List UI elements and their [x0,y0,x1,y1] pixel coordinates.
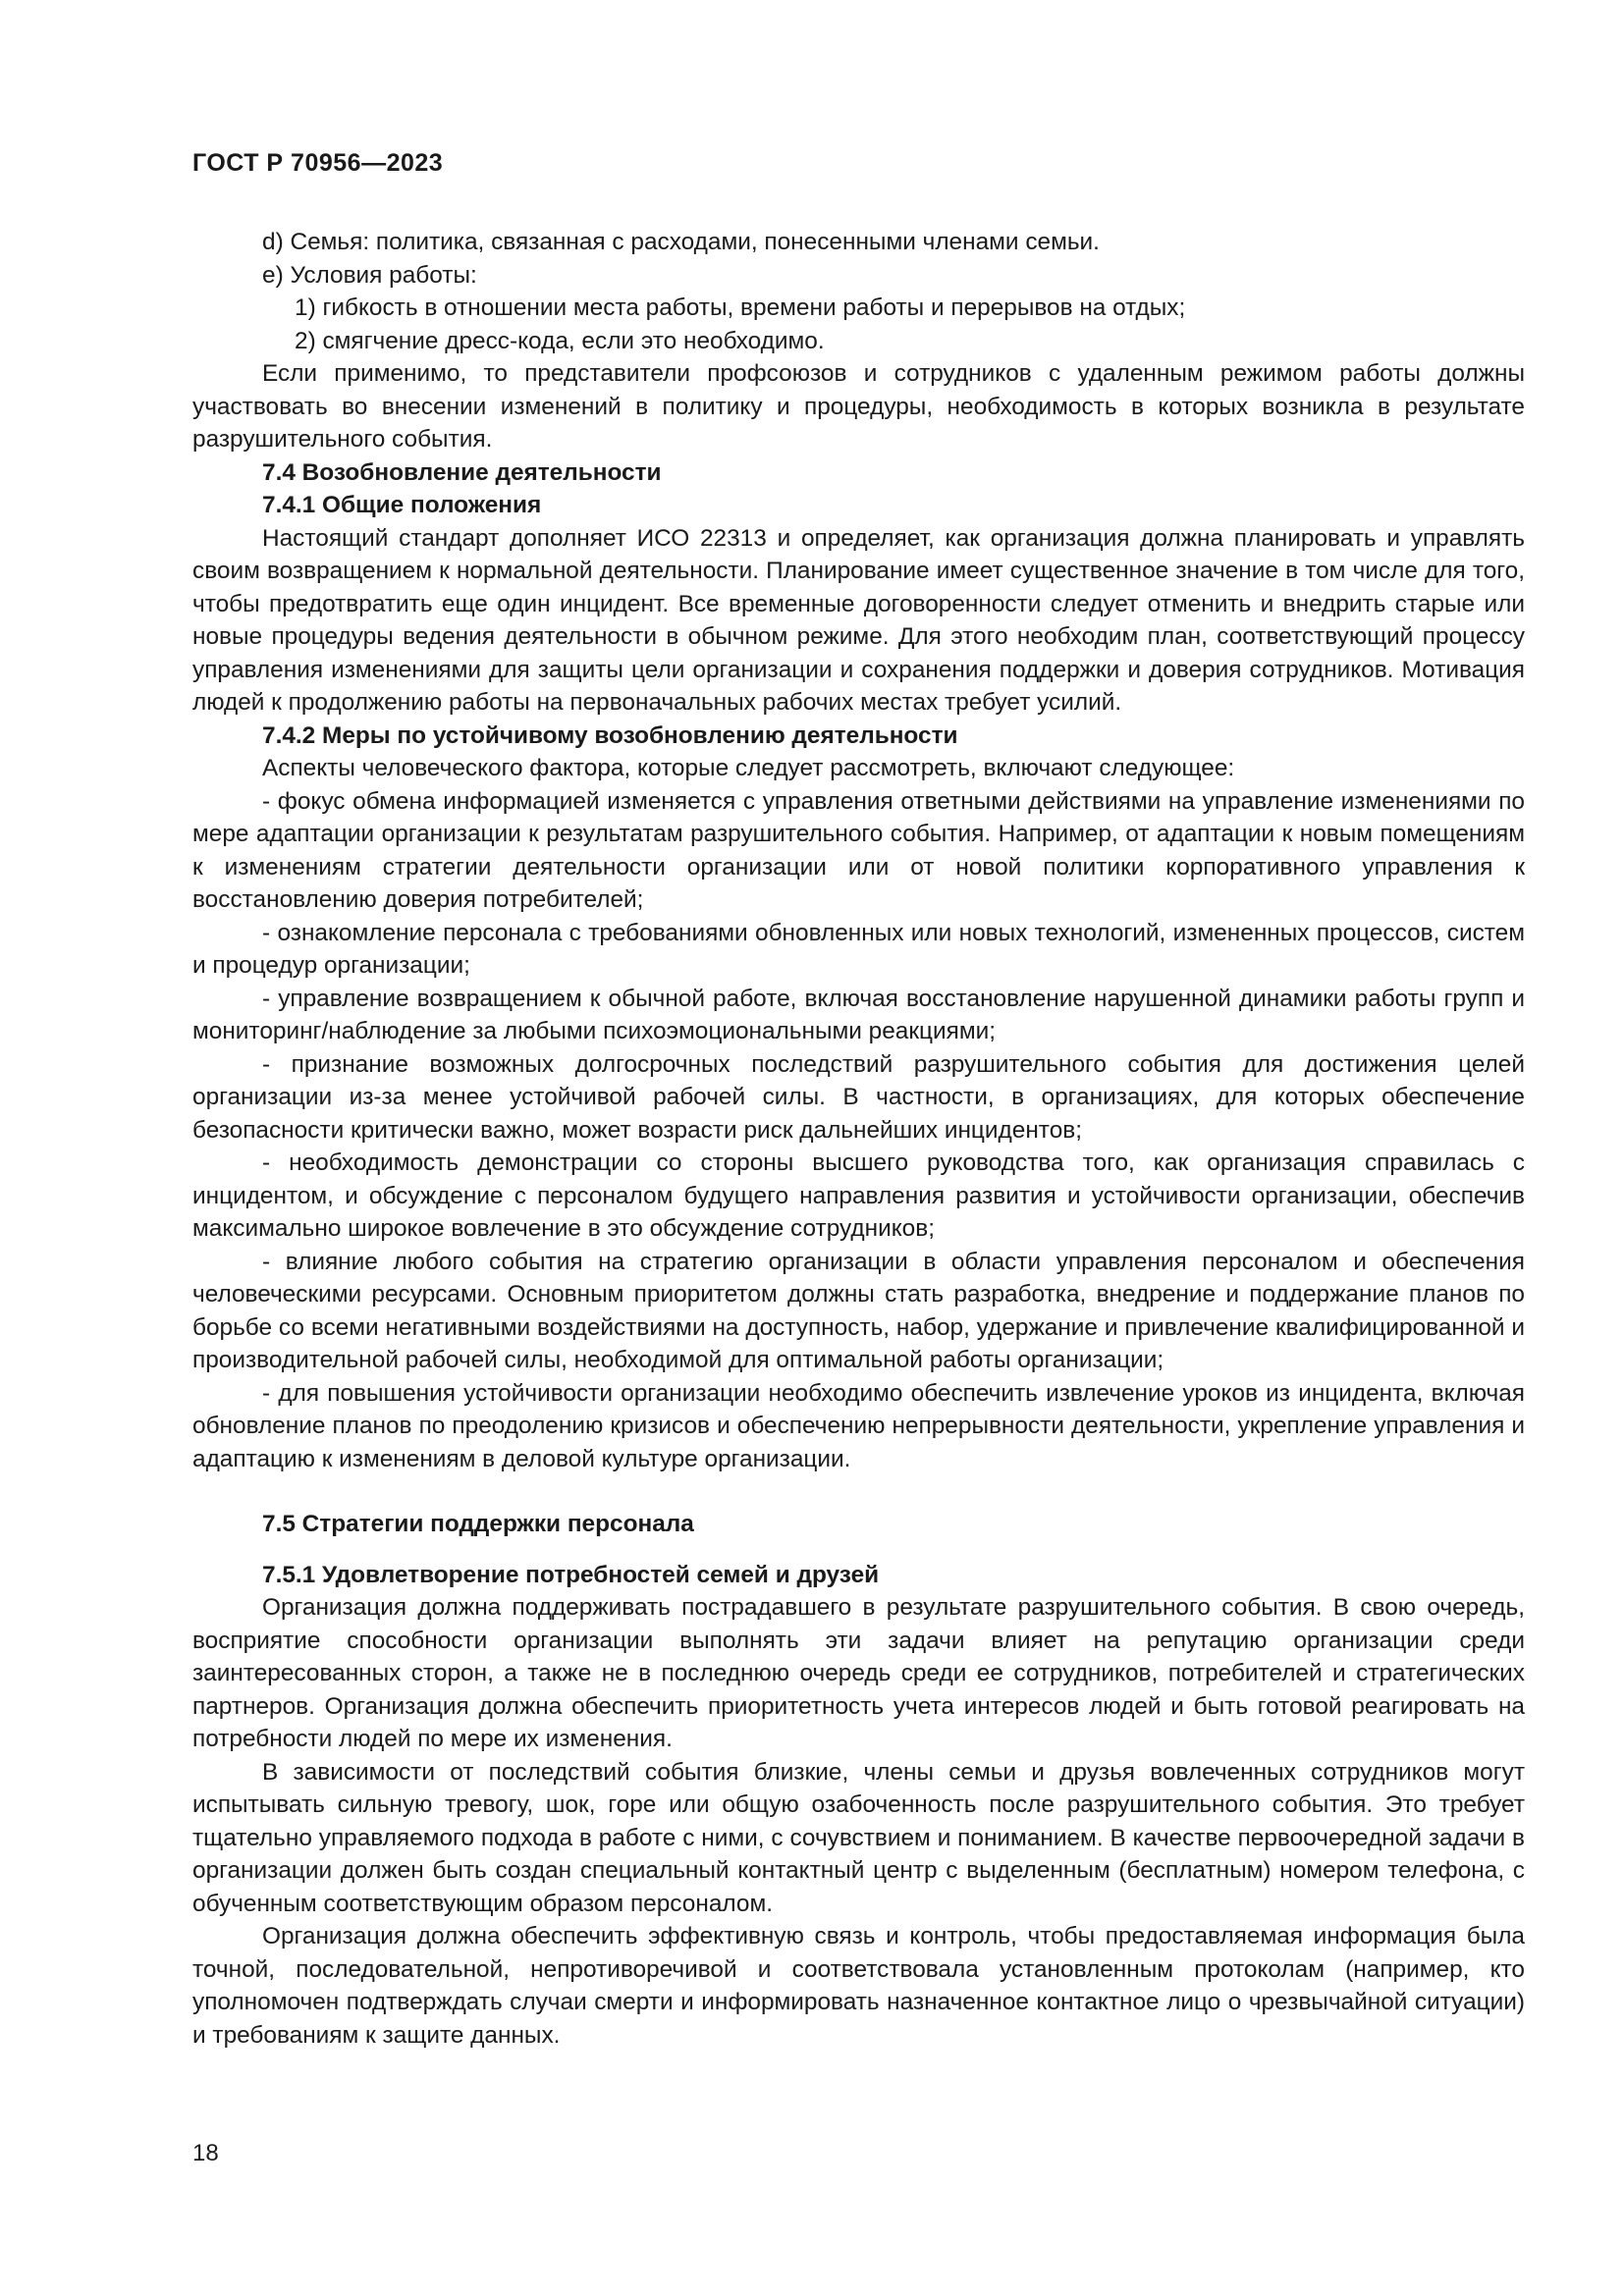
list-subitem-e2: 2) смягчение дресс-кода, если это необходимо. [295,327,825,354]
list-subitem-e1: 1) гибкость в отношении места работы, времени работы и перерывов на отдых; [295,294,1186,321]
bullet-item: - для повышения устойчивости организации необходимо обеспечить извлечение уроков из инцидента, включая обновление планов по преодолению кризисов и обеспечению непрерывности деятельности, укрепление управления и адаптацию к изменениям в деловой культуре организации. [192,1379,1525,1472]
bullet-item: - влияние любого события на стратегию организации в области управления персоналом и обеспечения человеческими ресурсами. Основным приоритетом должны стать разработка, внедрение и поддержание планов по борьбе со всеми негативными воздействиями на доступность, набор, удержание и привлечение квалифицированной и производительной рабочей силы, необходимой для оптимальной работы организации; [192,1248,1525,1373]
page-number: 18 [192,2140,219,2166]
bullet-item: - управление возвращением к обычной работе, включая восстановление нарушенной динамики работы групп и мониторинг/наблюдение за любыми психоэмоциональными реакциями; [192,985,1525,1044]
bullet-item: - ознакомление персонала с требованиями обновленных или новых технологий, измененных процессов, систем и процедур организации; [192,919,1525,979]
page-body [192,226,1525,2052]
paragraph-7-5-1: Организация должна обеспечить эффективную связь и контроль, чтобы предоставляемая информация была точной, последовательной, непротиворечивой и соответствовала установленным протоколам (например, кто уполномочен подтверждать случаи смерти и информировать назначенное контактное лицо о чрезвычайной ситуации) и требованиям к защите данных. [192,1923,1525,2049]
bullet-item: - признание возможных долгосрочных последствий разрушительного события для достижения целей организации из-за менее устойчивой рабочей силы. В частности, в организациях, для которых обеспечение безопасности критически важно, может возрасти риск дальнейших инцидентов; [192,1050,1525,1144]
document-id: ГОСТ Р 70956—2023 [192,149,444,177]
paragraph-7-4-1: Настоящий стандарт дополняет ИСО 22313 и определяет, как организация должна планировать и управлять своим возвращением к нормальной деятельности. Планирование имеет существенное значение в том числе для того, чтобы предотвратить еще один инцидент. Все временные договоренности следует отменить и внедрить старые или новые процедуры ведения деятельности в обычном режиме. Для этого необходим план, соответствующий процессу управления изменениями для защиты цели организации и сохранения поддержки и доверия сотрудников. Мотивация людей к продолжению работы на первоначальных рабочих местах требует усилий. [192,524,1525,716]
section-heading-7-5: 7.5 Стратегии поддержки персонала [262,1511,694,1537]
paragraph-7-5-1: В зависимости от последствий события близкие, члены семьи и друзья вовлеченных сотрудников могут испытывать сильную тревогу, шок, горе или общую озабоченность после разрушительного события. Это требует тщательно управляемого подхода в работе с ними, с сочувствием и пониманием. В качестве первоочередной задачи в организации должен быть создан специальный контактный центр с выделенным (бесплатным) номером телефона, с обученным соответствующим образом персоналом. [192,1758,1525,1917]
section-heading-7-5-1: 7.5.1 Удовлетворение потребностей семей и друзей [262,1561,880,1588]
bullet-item: - необходимость демонстрации со стороны высшего руководства того, как организация справилась с инцидентом, и обсуждение с персоналом будущего направления развития и устойчивости организации, обеспечив максимально широкое вовлечение в это обсуждение сотрудников; [192,1149,1525,1242]
list-item-e: e) Условия работы: [262,261,477,289]
paragraph-7-5-1: Организация должна поддерживать пострадавшего в результате разрушительного события. В свою очередь, восприятие способности организации выполнять эти задачи влияет на репутацию организации среди заинтересованных сторон, а также не в последнюю очередь среди ее сотрудников, потребителей и стратегических партнеров. Организация должна обеспечить приоритетность учета интересов людей и быть готовой реагировать на потребности людей по мере их изменения. [192,1594,1525,1752]
paragraph-unions: Если применимо, то представители профсоюзов и сотрудников с удаленным режимом работы должны участвовать во внесении изменений в политику и процедуры, необходимость в которых возникла в результате разрушительного события. [192,360,1525,453]
section-heading-7-4-2: 7.4.2 Меры по устойчивому возобновлению деятельности [262,721,958,749]
section-heading-7-4: 7.4 Возобновление деятельности [262,458,662,486]
list-item-d: d) Семья: политика, связанная с расходами, понесенными членами семьи. [262,229,1100,255]
paragraph-7-4-2-intro: Аспекты человеческого фактора, которые следует рассмотреть, включают следующее: [262,755,1235,781]
section-heading-7-4-1: 7.4.1 Общие положения [262,492,542,518]
bullet-item: - фокус обмена информацией изменяется с управления ответными действиями на управление изменениями по мере адаптации организации к результатам разрушительного события. Например, от адаптации к новым помещениям к изменениям стратегии деятельности организации или от новой политики корпоративного управления к восстановлению доверия потребителей; [192,787,1525,913]
